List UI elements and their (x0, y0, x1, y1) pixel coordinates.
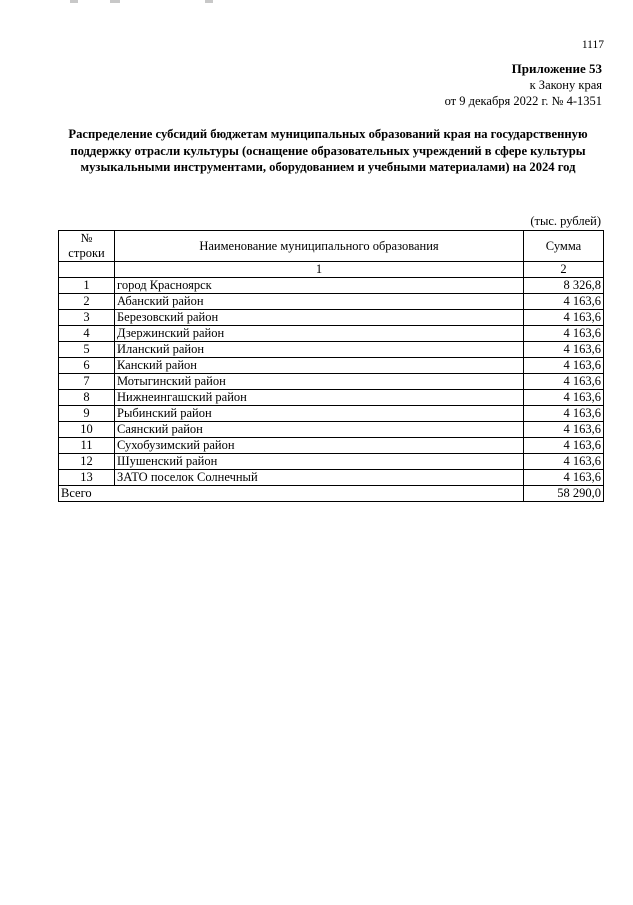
table-row (59, 342, 604, 358)
row-sum: 4 163,6 (524, 470, 604, 486)
header-row-number-label: строки (68, 246, 105, 260)
table-row (59, 326, 604, 342)
row-municipality-name: Мотыгинский район (115, 374, 524, 390)
column-index-row (59, 262, 604, 278)
row-number: 11 (59, 438, 115, 454)
row-number: 10 (59, 422, 115, 438)
row-municipality-name: Канский район (115, 358, 524, 374)
row-municipality-name: Березовский район (115, 310, 524, 326)
table-header-row (59, 231, 604, 262)
row-sum: 4 163,6 (524, 406, 604, 422)
table-row (59, 294, 604, 310)
row-municipality-name: Сухобузимский район (115, 438, 524, 454)
table-row (59, 422, 604, 438)
table-row (59, 454, 604, 470)
row-sum: 4 163,6 (524, 294, 604, 310)
row-number: 6 (59, 358, 115, 374)
header-row-number (59, 231, 115, 262)
row-number: 8 (59, 390, 115, 406)
row-municipality-name: ЗАТО поселок Солнечный (115, 470, 524, 486)
table-row (59, 278, 604, 294)
header-row-number-symbol: № (80, 231, 93, 245)
appendix-title: Приложение 53 (511, 61, 602, 76)
row-municipality-name: Нижнеингашский район (115, 390, 524, 406)
row-municipality-name: Дзержинский район (115, 326, 524, 342)
row-sum: 4 163,6 (524, 390, 604, 406)
appendix-line-law: к Закону края (529, 78, 602, 92)
row-number: 9 (59, 406, 115, 422)
row-municipality-name: Шушенский район (115, 454, 524, 470)
row-number: 12 (59, 454, 115, 470)
column-index-name: 1 (115, 262, 524, 278)
row-sum: 4 163,6 (524, 374, 604, 390)
table-body (59, 278, 604, 486)
scan-artifact (70, 0, 220, 4)
total-label: Всего (59, 486, 524, 502)
appendix-line-date: от 9 декабря 2022 г. № 4-1351 (444, 94, 602, 108)
row-sum: 4 163,6 (524, 326, 604, 342)
table-row (59, 374, 604, 390)
table-row (59, 358, 604, 374)
row-number: 1 (59, 278, 115, 294)
column-index-empty (59, 262, 115, 278)
row-municipality-name: город Красноярск (115, 278, 524, 294)
table-row (59, 470, 604, 486)
document-title (48, 126, 608, 176)
header-sum: Сумма (524, 231, 604, 262)
row-sum: 4 163,6 (524, 454, 604, 470)
document-title-line: музыкальными инструментами, оборудованием и учебными материалами) на 2024 год (80, 160, 576, 175)
row-number: 2 (59, 294, 115, 310)
row-sum: 8 326,8 (524, 278, 604, 294)
page-number: 1117 (581, 39, 604, 51)
units-label: (тыс. рублей) (530, 214, 601, 228)
row-sum: 4 163,6 (524, 310, 604, 326)
table-row (59, 438, 604, 454)
row-sum: 4 163,6 (524, 422, 604, 438)
row-number: 3 (59, 310, 115, 326)
row-number: 5 (59, 342, 115, 358)
subsidy-table (58, 230, 604, 502)
row-number: 13 (59, 470, 115, 486)
row-municipality-name: Саянский район (115, 422, 524, 438)
row-municipality-name: Абанский район (115, 294, 524, 310)
row-sum: 4 163,6 (524, 358, 604, 374)
column-index-sum: 2 (524, 262, 604, 278)
row-municipality-name: Рыбинский район (115, 406, 524, 422)
document-title-line: Распределение субсидий бюджетам муниципальных образований края на государственную (68, 127, 588, 141)
row-municipality-name: Иланский район (115, 342, 524, 358)
total-sum: 58 290,0 (524, 486, 604, 502)
table-row (59, 406, 604, 422)
total-row (59, 486, 604, 502)
appendix-block (445, 61, 602, 109)
row-number: 4 (59, 326, 115, 342)
table-row (59, 310, 604, 326)
document-title-line: поддержку отрасли культуры (оснащение образовательных учреждений в сфере культуры (70, 143, 586, 158)
header-municipality-name: Наименование муниципального образования (115, 231, 524, 262)
row-number: 7 (59, 374, 115, 390)
row-sum: 4 163,6 (524, 342, 604, 358)
row-sum: 4 163,6 (524, 438, 604, 454)
table-row (59, 390, 604, 406)
